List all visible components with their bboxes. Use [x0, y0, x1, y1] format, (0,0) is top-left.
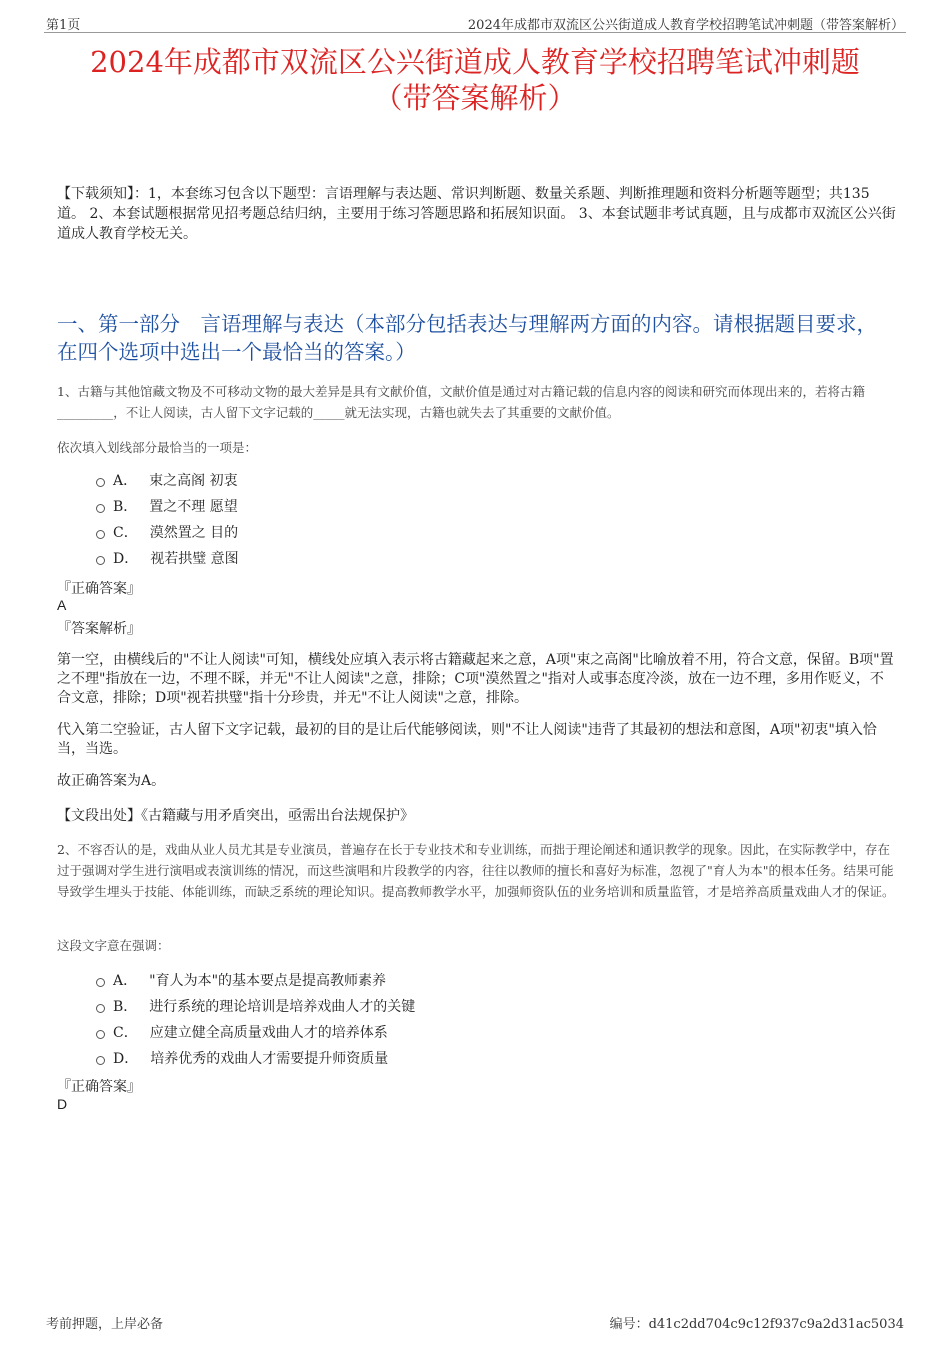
- radio-icon[interactable]: [96, 1030, 105, 1039]
- analysis-label: 『答案解析』: [57, 621, 141, 637]
- page-number: 第1页: [46, 18, 81, 33]
- question-2-option-b[interactable]: [96, 993, 415, 1019]
- question-2-option-a[interactable]: [96, 967, 415, 993]
- option-text: "育人为本"的基本要点是提高教师素养: [149, 973, 387, 989]
- footer-slogan: 考前押题，上岸必备: [46, 1317, 164, 1332]
- correct-answer-label: 『正确答案』: [57, 581, 141, 597]
- question-1-option-b[interactable]: [96, 493, 239, 519]
- option-letter: D．: [113, 1051, 139, 1067]
- analysis-paragraph-1: 第一空，由横线后的"不让人阅读"可知，横线处应填入表示将古籍藏起来之意，A项"束之高阁"比喻放着不用，符合文意，保留。B项"置之不理"指放在一边，不理不睬，并无"不让人阅读"之意，排除；C项"漠然置之"指对人或事态度冷淡，放在一边不理，多用作贬义，不合文意，排除；D项"视若拱璧"指十分珍贵，并无"不让人阅读"之意，排除。: [57, 652, 894, 706]
- running-title: 2024年成都市双流区公兴街道成人教育学校招聘笔试冲刺题（带答案解析）: [467, 18, 904, 33]
- section-heading: 一、第一部分 言语理解与表达（本部分包括表达与理解两方面的内容。请根据题目要求，在四个选项中选出一个最恰当的答案。）: [57, 312, 877, 364]
- correct-answer: D: [57, 1096, 68, 1112]
- page-title-line1: 2024年成都市双流区公兴街道成人教育学校招聘笔试冲刺题: [90, 45, 860, 79]
- question-2-stem: 2、不容否认的是，戏曲从业人员尤其是专业演员，普遍存在长于专业技术和专业训练，而拙于理论阐述和通识教学的现象。因此，在实际教学中，存在过于强调对学生进行演唱或表演训练的情况，而这些演唱和片段教学的内容，往往以教师的擅长和喜好为标准，忽视了"育人为本"的根本任务。结果可能导致学生埋头于技能、体能训练，而缺乏系统的理论知识。提高教师教学水平，加强师资队伍的业务培训和质量监管，才是培养高质量戏曲人才的保证。: [57, 842, 895, 899]
- radio-icon[interactable]: [96, 556, 105, 565]
- option-letter: D．: [113, 551, 139, 567]
- option-letter: A．: [113, 973, 138, 989]
- option-text: 漠然置之 目的: [149, 525, 239, 541]
- radio-icon[interactable]: [96, 1004, 105, 1013]
- source-citation: 【文段出处】《古籍藏与用矛盾突出，亟需出台法规保护》: [57, 808, 414, 824]
- question-2-option-c[interactable]: [96, 1019, 415, 1045]
- option-text: 培养优秀的戏曲人才需要提升师资质量: [150, 1051, 389, 1067]
- footer-serial: 编号：d41c2dd704c9c12f937c9a2d31ac5034: [609, 1317, 904, 1332]
- question-1-option-a[interactable]: [96, 467, 239, 493]
- option-text: 应建立健全高质量戏曲人才的培养体系: [149, 1025, 388, 1041]
- analysis-paragraph-3: 故正确答案为A。: [57, 773, 166, 789]
- option-letter: B．: [113, 999, 138, 1015]
- correct-answer-label: 『正确答案』: [57, 1079, 141, 1095]
- question-1-option-d[interactable]: [96, 545, 239, 571]
- radio-icon[interactable]: [96, 530, 105, 539]
- radio-icon[interactable]: [96, 978, 105, 987]
- header-divider: [44, 32, 906, 33]
- question-2-prompt: 这段文字意在强调：: [57, 938, 170, 953]
- question-1-prompt: 依次填入划线部分最恰当的一项是：: [57, 440, 258, 455]
- page-title: [40, 44, 910, 116]
- radio-icon[interactable]: [96, 504, 105, 513]
- option-letter: C．: [113, 525, 138, 541]
- option-letter: A．: [113, 473, 138, 489]
- analysis-paragraph-2: 代入第二空验证，古人留下文字记载，最初的目的是让后代能够阅读，则"不让人阅读"违背了其最初的想法和意图，A项"初衷"填入恰当，当选。: [57, 722, 877, 757]
- option-text: 进行系统的理论培训是培养戏曲人才的关键: [149, 999, 416, 1015]
- question-1-options: [96, 467, 239, 571]
- radio-icon[interactable]: [96, 1056, 105, 1065]
- option-text: 视若拱璧 意图: [150, 551, 239, 567]
- option-text: 置之不理 愿望: [149, 499, 238, 515]
- question-2-options: [96, 967, 415, 1071]
- question-2-option-d[interactable]: [96, 1045, 415, 1071]
- option-letter: B．: [113, 499, 138, 515]
- radio-icon[interactable]: [96, 478, 105, 487]
- question-1-stem: 1、古籍与其他馆藏文物及不可移动文物的最大差异是具有文献价值，文献价值是通过对古籍记载的信息内容的阅读和研究而体现出来的，若将古籍_________，不让人阅读，古人留下文字记载的_____就无法实现，古籍也就失去了其重要的文献价值。: [57, 384, 865, 420]
- page-title-line2: （带答案解析）: [373, 81, 577, 115]
- download-notice: 【下载须知】：1，本套练习包含以下题型：言语理解与表达题、常识判断题、数量关系题、判断推理题和资料分析题等题型；共135道。 2、本套试题根据常见招考题总结归纳，主要用于练习答题思路和拓展知识面。 3、本套试题非考试真题，且与成都市双流区公兴街道成人教育学校无关。: [57, 186, 896, 242]
- option-letter: C．: [113, 1025, 138, 1041]
- option-text: 束之高阁 初衷: [149, 473, 238, 489]
- correct-answer: A: [57, 597, 67, 613]
- question-1-option-c[interactable]: [96, 519, 239, 545]
